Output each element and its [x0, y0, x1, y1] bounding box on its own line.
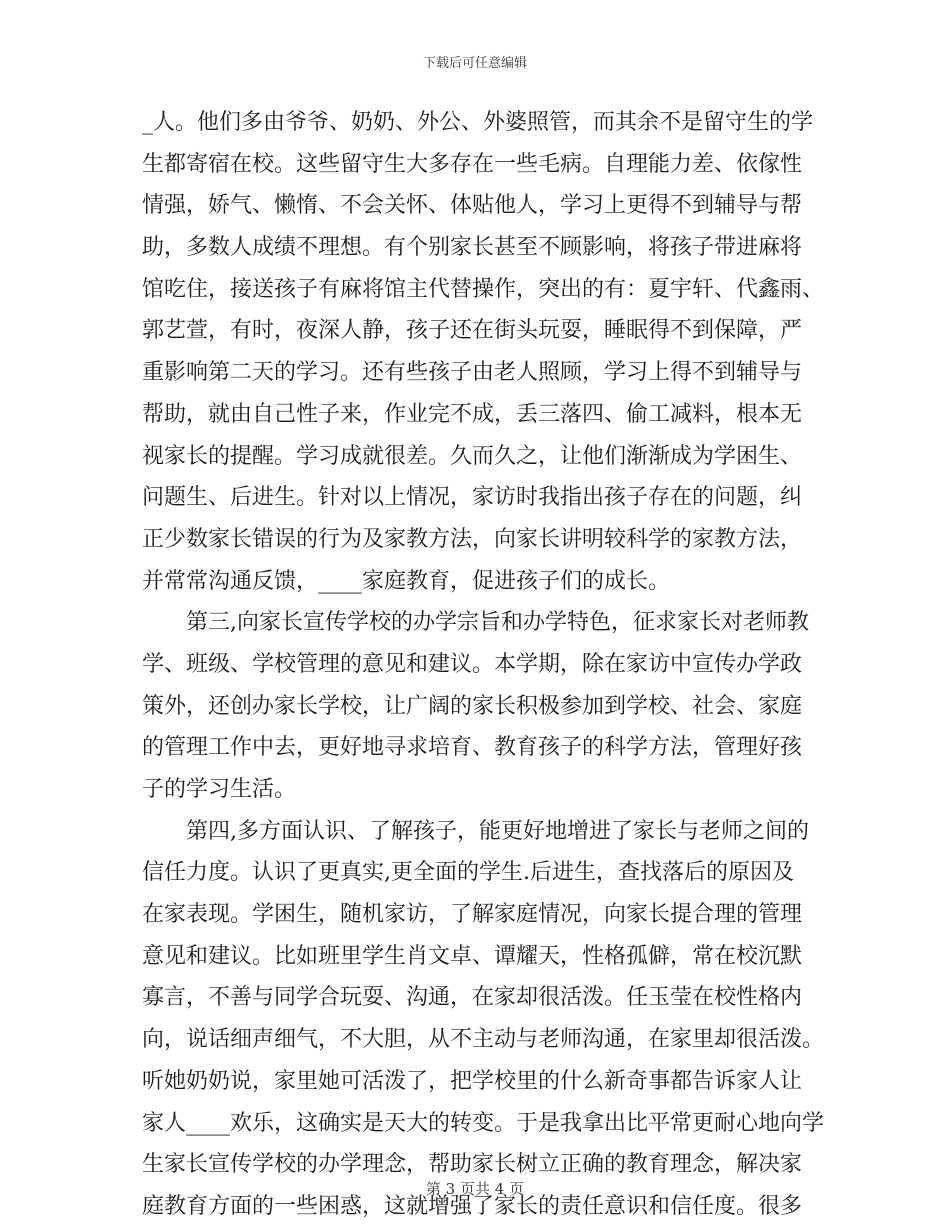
text-line: 在家表现。学困生，随机家访，了解家庭情况，向家长提合理的管理 [142, 902, 803, 928]
text-line: 郭艺萱，有时，夜深人静，孩子还在街头玩耍，睡眠得不到保障，严 [142, 318, 803, 344]
page-header: 下载后可任意编辑 [422, 56, 527, 71]
text-line: 助，多数人成绩不理想。有个别家长甚至不顾影响，将孩子带进麻将 [142, 235, 803, 261]
text-line: 向，说话细声细气，不大胆，从不主动与老师沟通，在家里却很活泼。 [142, 1027, 825, 1053]
text-line: 重影响第二天的学习。还有些孩子由老人照顾，学习上得不到辅导与 [142, 360, 803, 386]
paragraph-start-line: 第三,向家长宣传学校的办学宗旨和办学特色，征求家长对老师教 [186, 610, 809, 636]
text-line: 学、班级、学校管理的意见和建议。本学期，除在家访中宣传办学政 [142, 651, 803, 677]
text-line: 情强，娇气、懒惰、不会关怀、体贴他人，学习上更得不到辅导与帮 [142, 193, 803, 219]
text-line: _人。他们多由爷爷、奶奶、外公、外婆照管，而其余不是留守生的学 [142, 110, 814, 135]
text-line: 正少数家长错误的行为及家教方法，向家长讲明较科学的家教方法， [142, 526, 803, 552]
text-line: 生家长宣传学校的办学理念，帮助家长树立正确的教育理念，解决家 [142, 1152, 803, 1178]
text-line: 馆吃住，接送孩子有麻将馆主代替操作，突出的有：夏宇轩、代鑫雨、 [142, 276, 825, 302]
body-text [142, 102, 825, 1228]
text-line: 生都寄宿在校。这些留守生大多存在一些毛病。自理能力差、依傢性 [142, 151, 803, 177]
text-line: 家人____欢乐，这确实是天大的转变。于是我拿出比平常更耐心地向学 [142, 1110, 825, 1136]
text-line: 子的学习生活。 [142, 777, 297, 802]
text-line: 策外，还创办家长学校，让广阔的家长积极参加到学校、社会、家庭 [142, 693, 803, 719]
text-line: 视家长的提醒。学习成就很差。久而久之，让他们渐渐成为学困生、 [142, 443, 803, 469]
paragraph-start-line: 第四,多方面认识、了解孩子，能更好地增进了家长与老师之间的 [186, 818, 809, 844]
text-line: 寡言，不善与同学合玩耍、沟通，在家却很活泼。任玉莹在校性格内 [142, 985, 803, 1011]
text-line: 问题生、后进生。针对以上情况，家访时我指出孩子存在的问题，纠 [142, 485, 803, 511]
text-line: 的管理工作中去，更好地寻求培育、教育孩子的科学方法，管理好孩 [142, 735, 803, 761]
text-line: 听她奶奶说，家里她可活泼了，把学校里的什么新奇事都告诉家人让 [142, 1068, 803, 1094]
text-line: 意见和建议。比如班里学生肖文卓、谭耀天，性格孤僻，常在校沉默 [142, 943, 803, 969]
text-line: 庭教育方面的一些困惑，这就增强了家长的责任意识和信任度。很多 [142, 1193, 803, 1219]
text-line: 帮助，就由自己性子来，作业完不成，丢三落四、偷工减料，根本无 [142, 401, 803, 427]
text-line: 信任力度。认识了更真实,更全面的学生.后进生，查找落后的原因及 [142, 860, 794, 886]
page-footer: 第 3 页共 4 页 [425, 1180, 525, 1198]
text-line: 并常常沟通反馈，____家庭教育，促进孩子们的成长。 [142, 568, 671, 594]
